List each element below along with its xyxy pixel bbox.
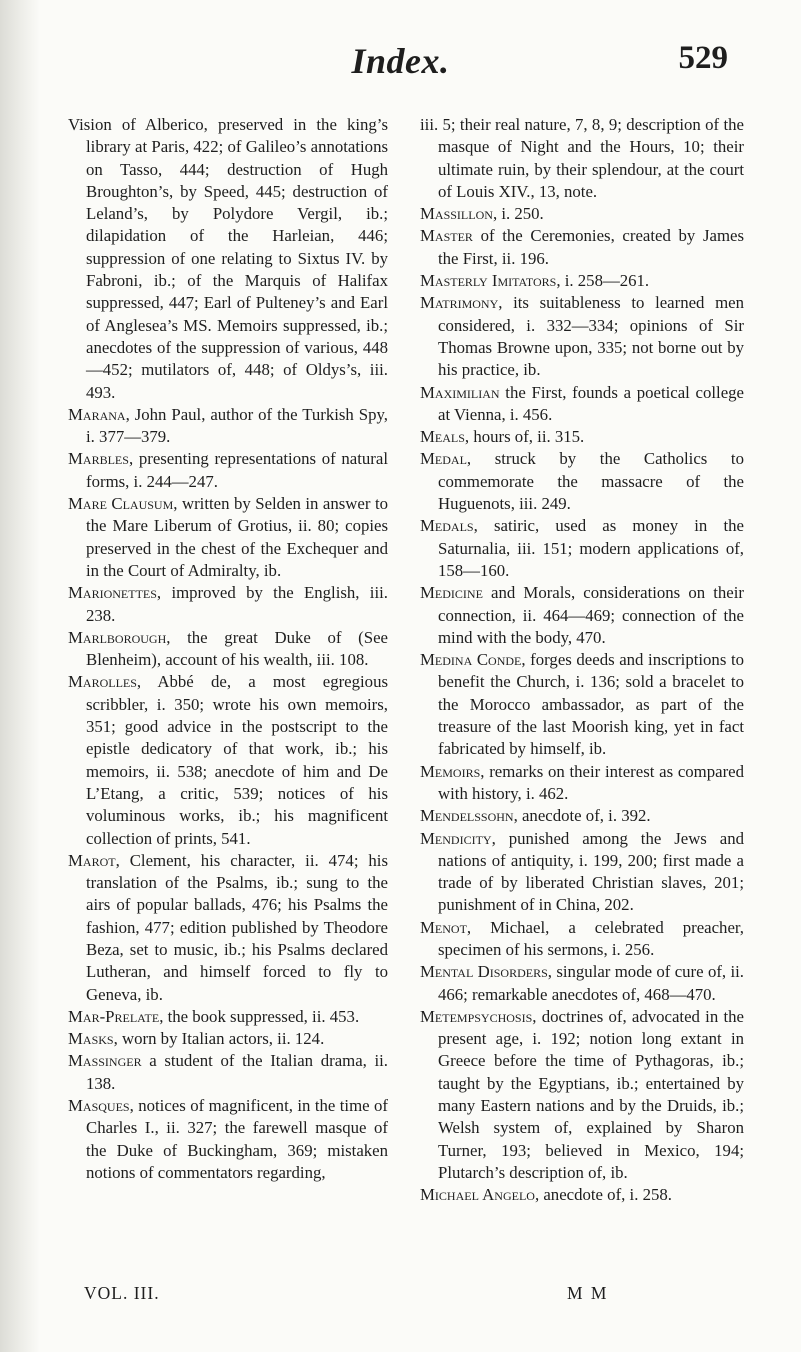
signature-mark: M M [567, 1283, 609, 1303]
entry-text: , remarks on their interest as compared with history, i. 462. [438, 761, 744, 803]
entry-text: , i. 250. [492, 204, 544, 224]
index-column-left [68, 114, 388, 1184]
entry-text: , Michael, a celebrated preacher, specimen of his sermons, i. 256. [438, 917, 744, 959]
index-entry [68, 582, 388, 627]
index-entry [420, 203, 744, 225]
page-header [0, 40, 801, 90]
index-entry [68, 114, 388, 404]
index-entry [68, 404, 388, 449]
entry-text: , the book suppressed, ii. 453. [159, 1006, 360, 1026]
running-title: Index. [351, 41, 450, 81]
index-entry [420, 828, 744, 917]
index-entry [420, 292, 744, 381]
entry-headword: Mar-Prelate [68, 1006, 160, 1026]
index-entry [420, 225, 744, 270]
entry-headword: Marana [68, 404, 126, 424]
index-entry [68, 1028, 388, 1050]
entry-text: , presenting representations of natural forms, i. 244—247. [86, 449, 388, 491]
entry-text: , singular mode of cure of, ii. 466; remarkable anecdotes of, 468—470. [438, 962, 744, 1004]
entry-headword: Mental Disorders [420, 962, 548, 982]
entry-text: and Morals, considerations on their connection, ii. 464—469; connection of the mind with the body, 470. [438, 583, 744, 647]
entry-text: of the Ceremonies, created by James the First, ii. 196. [438, 226, 744, 268]
entry-headword: Massillon [420, 204, 493, 224]
entry-text: , forges deeds and inscriptions to benefit the Church, i. 136; sold a bracelet to the Morocco ambassador, as part of the treasure of the last Moorish king, yet in fact fabricated by himself, ib. [438, 650, 744, 759]
index-entry [420, 1006, 744, 1184]
entry-headword: Masques [68, 1096, 130, 1116]
entry-headword: Matrimony [420, 293, 499, 313]
entry-text: Vision of Alberico, preserved in the king’s library at Paris, 422; of Galileo’s annotations on Tasso, 444; destruction of Hugh Broughton’s, by Speed, 445; destruction of Leland’s, by Polydore Vergil, ib.; dilapidation of the Harleian, 446; suppression of one relating to Sixtus IV. by Fabroni, ib.; of the Marquis of Halifax suppressed, 447; Earl of Pulteney’s and Earl of Anglesea’s MS. Memoirs suppressed, ib.; anecdotes of the suppression of various, 448—452; mutilators of, 448; of Oldys’s, iii. 493. [68, 115, 388, 402]
entry-text: , written by Selden in answer to the Mare Liberum of Grotius, ii. 80; copies preserved in the chest of the Exchequer and in the Court of Admiralty, ib. [86, 494, 388, 580]
entry-headword: Medal [420, 449, 467, 469]
page-gutter-shadow [0, 0, 40, 1352]
entry-text: the First, founds a poetical college at Vienna, i. 456. [438, 382, 744, 424]
entry-headword: Medals [420, 516, 474, 536]
entry-headword: Medicine [420, 583, 483, 603]
entry-headword: Medina Conde [420, 650, 522, 670]
index-entry [420, 805, 744, 827]
entry-text: , punished among the Jews and nations of antiquity, i. 199, 200; first made a trade of by liberated Christian slaves, 201; punishment of in China, 202. [438, 828, 744, 915]
entry-text: , improved by the English, iii. 238. [86, 583, 388, 625]
entry-headword: Menot [420, 917, 467, 937]
entry-text: , struck by the Catholics to commemorate the massacre of the Huguenots, iii. 249. [438, 449, 744, 514]
index-entry [420, 961, 744, 1006]
entry-headword: Massinger [68, 1051, 142, 1071]
entry-text: , anecdote of, i. 392. [513, 806, 651, 826]
index-entry [68, 1095, 388, 1184]
entry-text: , Abbé de, a most egregious scribbler, i. 350; wrote his own memoirs, 351; good advice in the postscript to the epistle dedicatory of that work, ib.; his memoirs, ii. 538; anecdote of him and De L’Etang, a critic, 539; notices of his voluminous works, ib.; his magnificent collection of prints, 541. [86, 672, 388, 848]
entry-text: , hours of, ii. 315. [464, 427, 585, 447]
index-column-right [420, 114, 744, 1207]
index-entry [420, 114, 744, 203]
index-entry [420, 382, 744, 427]
index-entry [420, 917, 744, 962]
page-number: 529 [678, 40, 728, 76]
entry-text: a student of the Italian drama, ii. 138. [86, 1051, 388, 1093]
entry-headword: Master [420, 226, 473, 246]
index-entry [420, 426, 744, 448]
entry-text: , its suitableness to learned men considered, i. 332—334; opinions of Sir Thomas Browne upon, 335; not borne out by his practice, ib. [438, 293, 744, 380]
entry-headword: Masterly Imitators [420, 271, 557, 291]
entry-text: , doctrines of, advocated in the present age, i. 192; notion long extant in Greece before the time of Pythagoras, ib.; taught by the Egyptians, ib.; entertained by many Eastern nations and by the Druids, ib.; Welsh system of, explained by Sharon Turner, 193; believed in Mexico, 194; Plutarch’s description of, ib. [438, 1006, 744, 1182]
entry-headword: Marionettes [68, 583, 157, 603]
entry-headword: Meals [420, 427, 465, 447]
entry-headword: Maximilian [420, 382, 500, 402]
volume-label: VOL. III. [84, 1283, 160, 1303]
entry-headword: Marolles [68, 672, 137, 692]
index-entry [68, 1050, 388, 1095]
entry-text: , notices of magnificent, in the time of Charles I., ii. 327; the farewell masque of the Duke of Buckingham, 369; mistaken notions of commentators regarding, [86, 1096, 388, 1182]
entry-headword: Metempsychosis [420, 1006, 533, 1026]
index-entry [68, 850, 388, 1006]
entry-text: , Clement, his character, ii. 474; his translation of the Psalms, ib.; sung to the airs of popular ballads, 476; his Psalms the fashion, 477; edition published by Theodore Beza, set to music, ib.; his Psalms declared Lutheran, and himself forced to fly to Geneva, ib. [86, 850, 388, 1004]
index-entry [420, 515, 744, 582]
entry-text: iii. 5; their real nature, 7, 8, 9; description of the masque of Night and the Hours, 10; their ultimate ruin, by their splendour, at the court of Louis XIV., 13, note. [420, 115, 744, 201]
index-entry [420, 582, 744, 649]
entry-text: , the great Duke of (See Blenheim), account of his wealth, iii. 108. [86, 627, 388, 670]
index-entry [420, 1184, 744, 1206]
index-entry [68, 448, 388, 493]
entry-text: , i. 258—261. [556, 271, 650, 291]
index-entry [68, 493, 388, 582]
entry-headword: Mendelssohn [420, 806, 514, 826]
entry-text: , satiric, used as money in the Saturnalia, iii. 151; modern applications of, 158—160. [438, 516, 744, 580]
index-entry [68, 627, 388, 672]
entry-headword: Memoirs [420, 761, 481, 781]
index-entry [68, 1006, 388, 1028]
entry-headword: Masks [68, 1029, 114, 1049]
index-entry [68, 671, 388, 849]
entry-headword: Marlborough [68, 627, 167, 647]
index-entry [420, 270, 744, 292]
index-entry [420, 649, 744, 760]
entry-headword: Marbles [68, 449, 129, 469]
entry-text: , anecdote of, i. 258. [534, 1185, 672, 1205]
entry-text: , John Paul, author of the Turkish Spy, i. 377—379. [86, 404, 388, 447]
entry-headword: Marot [68, 850, 116, 870]
index-entry [420, 448, 744, 515]
entry-headword: Mendicity [420, 828, 492, 848]
entry-headword: Mare Clausum [68, 494, 174, 514]
entry-text: , worn by Italian actors, ii. 124. [113, 1029, 325, 1049]
index-entry [420, 761, 744, 806]
entry-headword: Michael Angelo [420, 1185, 535, 1205]
